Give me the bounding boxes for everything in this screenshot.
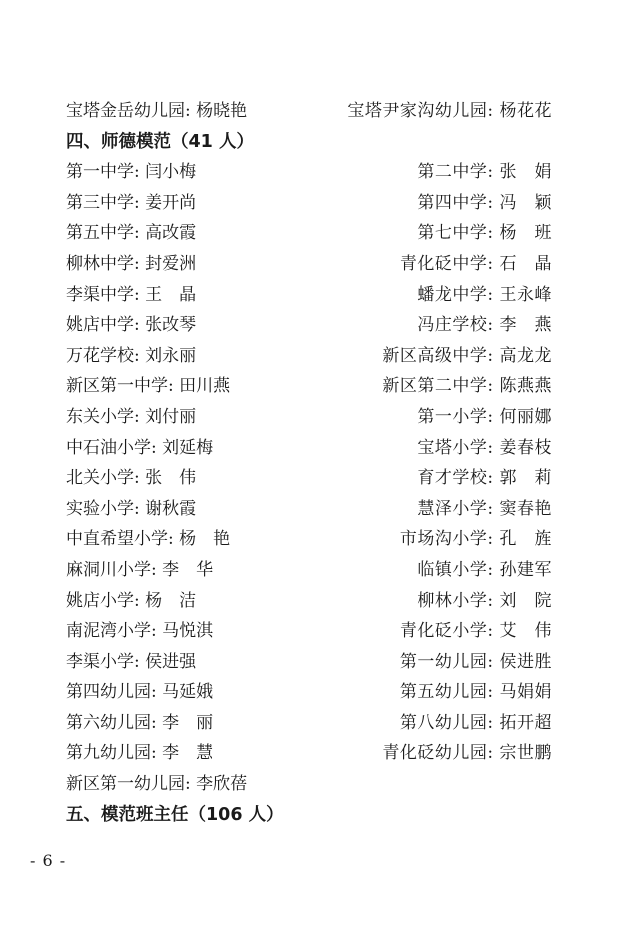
list-item [66,738,552,769]
honoree-right: 育才学校: 郭 莉 [417,468,552,489]
honoree-right: 宝塔小学: 姜春枝 [417,437,552,458]
honoree-right: 蟠龙中学: 王永峰 [417,284,552,305]
honoree-right: 宝塔尹家沟幼儿园: 杨花花 [347,101,552,121]
honoree-right: 第一小学: 何丽娜 [417,406,552,427]
list-item [66,647,552,678]
honoree-left: 第五中学: 高改霞 [66,223,197,244]
honoree-left: 东关小学: 刘付丽 [66,406,197,427]
list-item [66,402,552,433]
honoree-left: 姚店小学: 杨 洁 [66,590,197,611]
honoree-left: 新区第一幼儿园: 李欣蓓 [66,774,248,795]
honoree-right: 市场沟小学: 孔 旌 [399,529,552,550]
honoree-right: 第四中学: 冯 颖 [417,192,552,213]
honoree-right: 青化砭中学: 石 晶 [399,253,552,274]
honoree-right: 第五幼儿园: 马娟娟 [399,682,552,703]
honoree-left: 新区第一中学: 田川燕 [66,376,231,397]
honoree-right: 慧泽小学: 窦春艳 [417,498,552,519]
honoree-left: 李渠中学: 王 晶 [66,284,197,305]
honoree-left: 南泥湾小学: 马悦淇 [66,621,214,642]
section-heading [66,127,552,158]
honoree-left: 中直希望小学: 杨 艳 [66,529,231,550]
honoree-left: 宝塔金岳幼儿园: 杨晓艳 [66,101,248,121]
honoree-right: 新区高级中学: 高龙龙 [382,345,552,366]
honoree-left: 李渠小学: 侯进强 [66,651,197,672]
list-item [66,188,552,219]
list-item [66,249,552,280]
list-item [66,524,552,555]
award-list [66,96,552,830]
honoree-left: 第三中学: 姜开尚 [66,192,197,213]
list-item [66,616,552,647]
list-item [66,218,552,249]
honoree-right: 临镇小学: 孙建军 [417,559,552,580]
honoree-right: 第七中学: 杨 班 [417,223,552,244]
honoree-left: 麻洞川小学: 李 华 [66,559,214,580]
honoree-right: 青化砭幼儿园: 宗世鹏 [382,743,552,764]
list-item [66,96,552,127]
section-heading-text: 五、模范班主任（106 人） [66,804,284,825]
honoree-right: 第二中学: 张 娟 [417,162,552,183]
list-item [66,555,552,586]
list-item [66,586,552,617]
list-item [66,280,552,311]
honoree-right: 第一幼儿园: 侯进胜 [399,651,552,672]
honoree-left: 北关小学: 张 伟 [66,468,197,489]
list-item [66,677,552,708]
honoree-right: 新区第二中学: 陈燕燕 [382,376,552,397]
honoree-left: 第九幼儿园: 李 慧 [66,743,214,764]
list-item [66,708,552,739]
honoree-left: 万花学校: 刘永丽 [66,345,197,366]
honoree-left: 柳林中学: 封爱洲 [66,253,197,274]
honoree-right: 冯庄学校: 李 燕 [417,315,552,336]
honoree-left: 第四幼儿园: 马延娥 [66,682,214,703]
list-item [66,494,552,525]
honoree-left: 中石油小学: 刘延梅 [66,437,214,458]
honoree-left: 第一中学: 闫小梅 [66,162,197,183]
list-item [66,769,552,800]
page-number: - 6 - [30,851,67,870]
list-item [66,433,552,464]
honoree-right: 第八幼儿园: 拓开超 [399,712,552,733]
honoree-left: 姚店中学: 张改琴 [66,315,197,336]
list-item [66,310,552,341]
section-heading [66,800,552,831]
list-item [66,463,552,494]
honoree-left: 实验小学: 谢秋霞 [66,498,197,519]
list-item [66,157,552,188]
honoree-right: 柳林小学: 刘 院 [417,590,552,611]
list-item [66,341,552,372]
list-item [66,371,552,402]
honoree-left: 第六幼儿园: 李 丽 [66,712,214,733]
honoree-right: 青化砭小学: 艾 伟 [399,621,552,642]
section-heading-text: 四、师德模范（41 人） [66,131,254,152]
